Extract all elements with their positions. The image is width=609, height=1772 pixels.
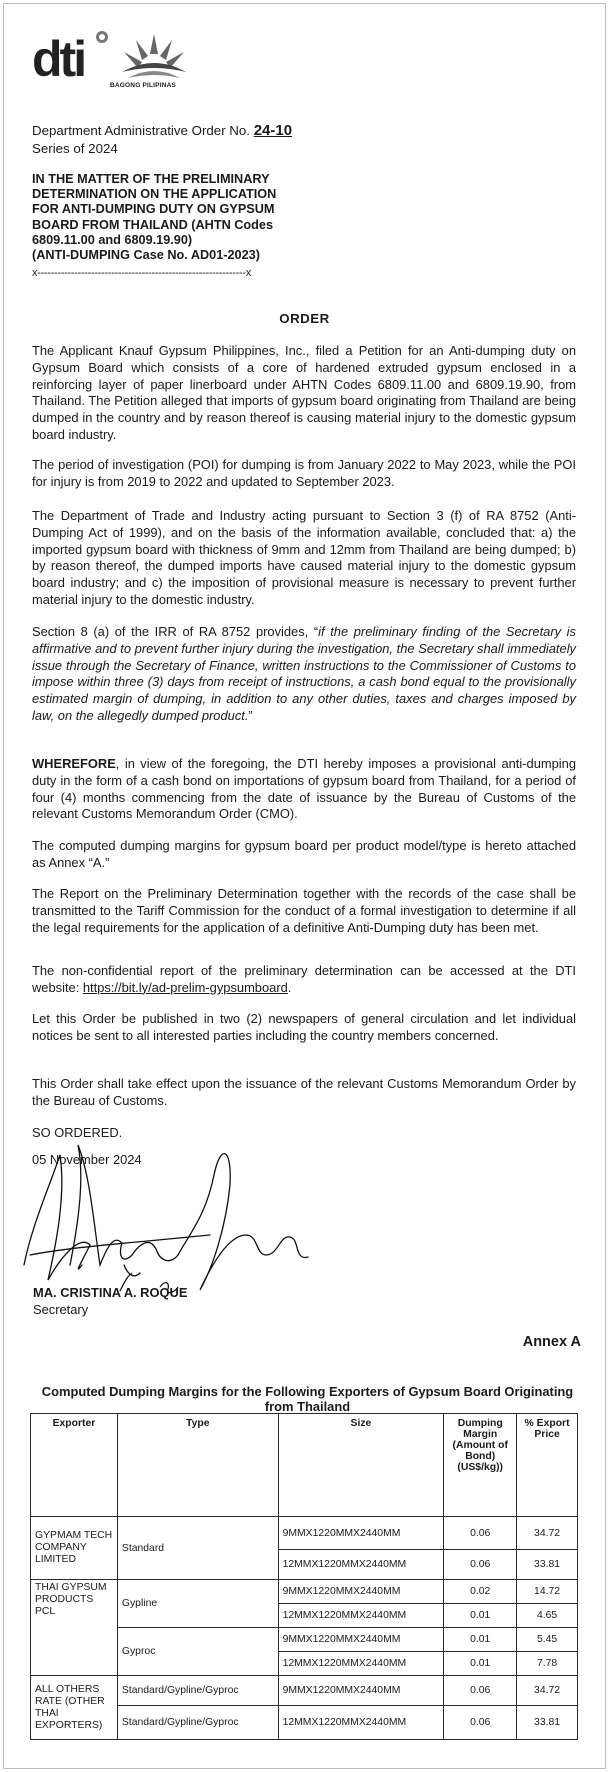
paragraph-effectivity: This Order shall take effect upon the issuance of the relevant Customs Memorandum Order by the Bureau of Customs. [32,1076,576,1108]
dao-number: 24-10 [253,122,293,139]
case-caption [32,172,332,263]
svg-text:dti: dti [32,31,85,86]
dao-series: Series of 2024 [32,141,118,156]
exporter-cell: GYPMAM TECH COMPANY LIMITED [31,1517,118,1580]
paragraph-poi: The period of investigation (POI) for dumping is from January 2022 to May 2023, while the POI for injury is from 2019 to 2022 and updated to September 2023. [32,457,576,489]
margin-cell: 0.06 [444,1550,517,1580]
signer-title: Secretary [33,1302,89,1317]
size-cell: 9MMX1220MMX2440MM [278,1628,444,1652]
order-date: 05 November 2024 [32,1152,142,1167]
margin-cell: 0.01 [444,1604,517,1628]
export-price-cell: 4.65 [517,1604,578,1628]
irr-quote-text: if the preliminary finding of the Secretary is affirmative and to prevent further injury during the investigation, the Secretary shall immediately issue through the Secretary of Finance, written instructions to the Commissioner of Customs to impose within three (3) days from receipt of instructions, a cash bond equal to the provisionally estimated margin of dumping, in addition to any other duties, taxes and charges imposed by law, on the allegedly dumped product. [32,624,576,723]
type-cell: Gyproc [117,1628,278,1676]
caption-separator: x--------------------------------------------------------------x [32,267,251,279]
header-size: Size [278,1414,444,1517]
export-price-cell: 14.72 [517,1580,578,1604]
margin-cell: 0.06 [444,1706,517,1740]
signature [10,1115,340,1300]
exporter-cell: ALL OTHERS RATE (OTHER THAI EXPORTERS) [31,1676,118,1740]
size-cell: 12MMX1220MMX2440MM [278,1652,444,1676]
export-price-cell: 5.45 [517,1628,578,1652]
size-cell: 12MMX1220MMX2440MM [278,1550,444,1580]
type-cell: Standard [117,1517,278,1580]
type-cell: Standard/Gypline/Gyproc [117,1676,278,1706]
caption-line: 6809.11.00 and 6809.19.90) [32,232,193,247]
header-export-price: % Export Price [517,1414,578,1517]
paragraph-wherefore: WHEREFORE, in view of the foregoing, the DTI hereby imposes a provisional anti-dumping duty in the form of a cash bond on importations of gypsum board from Thailand, for a period of four (4) months commencing from the date of issuance by the Bureau of Customs of the relevant Customs Memorandum Order (CMO). [32,756,576,822]
annex-table-title: Computed Dumping Margins for the Following Exporters of Gypsum Board Originating from Thailand [41,1384,574,1414]
export-price-cell: 33.81 [517,1706,578,1740]
type-cell: Standard/Gypline/Gyproc [117,1706,278,1740]
paragraph-report: The Report on the Preliminary Determination together with the records of the case shall be transmitted to the Tariff Commission for the conduct of a formal investigation to determine if all the legal requirements for the application of a definitive Anti-Dumping duty has been met. [32,886,576,935]
report-link[interactable]: https://bit.ly/ad-prelim-gypsumboard [82,979,288,995]
size-cell: 12MMX1220MMX2440MM [278,1604,444,1628]
size-cell: 12MMX1220MMX2440MM [278,1706,444,1740]
header-margin: Dumping Margin (Amount of Bond) (US$/kg)) [444,1414,517,1517]
dao-prefix: Department Administrative Order No. [32,123,251,138]
dumping-margins-table [30,1413,578,1740]
export-price-cell: 33.81 [517,1550,578,1580]
margin-cell: 0.06 [444,1676,517,1706]
export-price-cell: 34.72 [517,1517,578,1550]
dti-logo [32,28,110,86]
paragraph-publication: Let this Order be published in two (2) newspapers of general circulation and let individual notices be sent to all interested parties including the country members concerned. [32,1011,576,1043]
table-header-row [31,1414,578,1517]
paragraph-website: The non-confidential report of the preliminary determination can be accessed at the DTI website: https://bit.ly/ad-prelim-gypsumboard. [32,963,576,995]
table-row [31,1676,578,1706]
margin-cell: 0.01 [444,1652,517,1676]
margin-cell: 0.01 [444,1628,517,1652]
table-row [31,1517,578,1550]
caption-line: BOARD FROM THAILAND (AHTN Codes [32,217,274,232]
caption-line: IN THE MATTER OF THE PRELIMINARY [32,172,270,186]
table-row [31,1580,578,1604]
bagong-pilipinas-text: BAGONG PILIPINAS [110,82,177,89]
caption-line: (ANTI-DUMPING Case No. AD01-2023) [32,248,260,263]
paragraph-findings: The Department of Trade and Industry acting pursuant to Section 3 (f) of RA 8752 (Anti-Dumping Act of 1999), and on the basis of the information available, concluded that: a) the imported gypsum board with thickness of 9mm and 12mm from Thailand are being dumped; b) by reason thereof, the dumped imports have caused material injury to the domestic gypsum board industry; and c) the imposition of provisional measure is necessary to prevent further material injury to the domestic industry. [32,508,576,607]
margin-cell: 0.06 [444,1517,517,1550]
header-type: Type [117,1414,278,1517]
paragraph-petition: The Applicant Knauf Gypsum Philippines, Inc., filed a Petition for an Anti-dumping duty on Gypsum Board which consists of a core of hardened extruded gypsum enclosed in a reinforcing layer of paper linerboard under AHTN Codes 6809.11.00 and 6809.19.90, from Thailand. The Petition alleged that imports of gypsum board originating from Thailand are being dumped in the country and by reason thereof is causing material injury to the domestic gypsum board industry. [32,343,576,442]
bagong-pilipinas-logo [114,28,194,90]
exporter-cell: THAI GYPSUM PRODUCTS PCL [31,1580,118,1676]
caption-line: DETERMINATION ON THE APPLICATION [32,187,277,202]
so-ordered: SO ORDERED. [32,1125,123,1140]
order-heading: ORDER [279,311,330,326]
paragraph-annex-ref: The computed dumping margins for gypsum board per product model/type is hereto attached as Annex “A.” [32,838,576,870]
export-price-cell: 34.72 [517,1676,578,1706]
annex-label: Annex A [522,1334,581,1350]
caption-line: FOR ANTI-DUMPING DUTY ON GYPSUM [32,202,275,217]
dao-line [32,122,292,139]
size-cell: 9MMX1220MMX2440MM [278,1676,444,1706]
size-cell: 9MMX1220MMX2440MM [278,1517,444,1550]
header-exporter: Exporter [31,1414,118,1517]
size-cell: 9MMX1220MMX2440MM [278,1580,444,1604]
margin-cell: 0.02 [444,1580,517,1604]
export-price-cell: 7.78 [517,1652,578,1676]
signer-name: MA. CRISTINA A. ROQUE [33,1285,188,1300]
wherefore-keyword: WHEREFORE [32,756,116,771]
type-cell: Gypline [117,1580,278,1628]
paragraph-irr-quote: Section 8 (a) of the IRR of RA 8752 provides, “if the preliminary finding of the Secretary is affirmative and to prevent further injury during the investigation, the Secretary shall immediately issue through the Secretary of Finance, written instructions to the Commissioner of Customs to impose within three (3) days from receipt of instructions, a cash bond equal to the provisionally estimated margin of dumping, in addition to any other duties, taxes and charges imposed by law, on the allegedly dumped product.” [32,624,576,723]
